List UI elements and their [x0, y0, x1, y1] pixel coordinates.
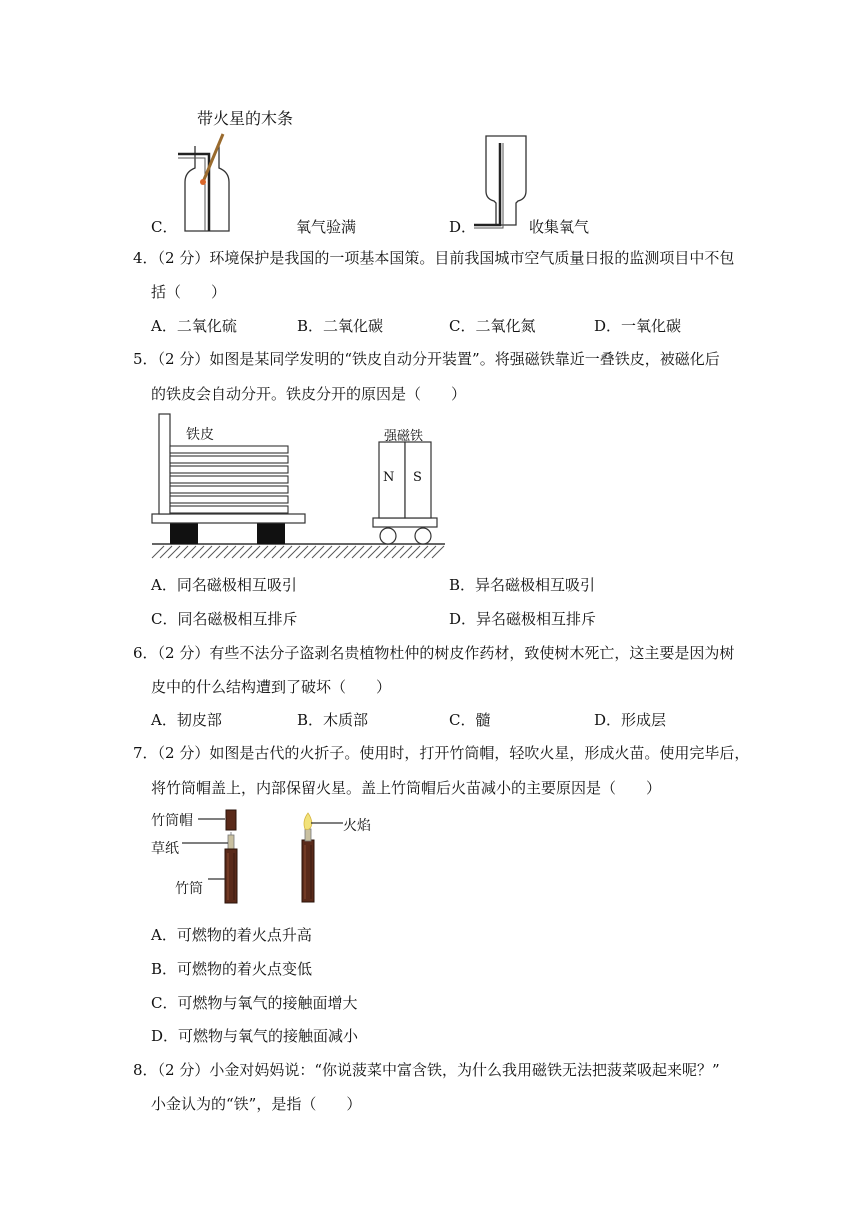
figure-label-flame: 火焰	[343, 818, 371, 834]
q8-stem-line-2: 小金认为的“铁”，是指（ ）	[151, 1095, 362, 1113]
q4-option-a: A．二氧化硫	[151, 317, 237, 335]
q5-stem-line-1: 5．（2 分）如图是某同学发明的“铁皮自动分开装置”。将强磁铁靠近一叠铁皮，被磁化后	[133, 350, 720, 368]
figure-label-iron-sheet: 铁皮	[186, 427, 214, 443]
figure-label-straw-paper: 草纸	[151, 841, 179, 857]
q4-stem-line-2: 括（ ）	[151, 283, 227, 301]
q5-option-d: D．异名磁极相互排斥	[449, 610, 597, 628]
figure-label-bamboo-cap: 竹筒帽	[151, 813, 193, 829]
figure-label-glowing-stick: 带火星的木条	[197, 109, 294, 128]
q7-stem-line-1: 7．（2 分）如图是古代的火折子。使用时，打开竹筒帽，轻吹火星，形成火苗。使用完毕后，	[133, 744, 750, 762]
q3-option-c-letter: C．	[151, 218, 178, 236]
q6-option-d: D．形成层	[594, 711, 667, 729]
q5-option-c: C．同名磁极相互排斥	[151, 610, 298, 628]
q4-stem-line-1: 4．（2 分）环境保护是我国的一项基本国策。目前我国城市空气质量日报的监测项目中不包	[133, 249, 735, 267]
q6-stem-line-1: 6．（2 分）有些不法分子盗剥名贵植物杜仲的树皮作药材，致使树木死亡，这主要是因为树	[133, 644, 735, 662]
q6-stem-line-2: 皮中的什么结构遭到了破坏（ ）	[151, 678, 392, 696]
q5-stem-line-2: 的铁皮会自动分开。铁皮分开的原因是（ ）	[151, 385, 467, 403]
q3-option-d-letter: D．	[449, 218, 477, 236]
q7-option-a: A．可燃物的着火点升高	[151, 926, 312, 944]
q4-option-d: D．一氧化碳	[594, 317, 682, 335]
q8-stem-line-1: 8．（2 分）小金对妈妈说：“你说菠菜中富含铁，为什么我用磁铁无法把菠菜吸起来呢？”	[133, 1061, 720, 1079]
magnet-pole-n: N	[383, 470, 395, 485]
q5-option-b: B．异名磁极相互吸引	[449, 576, 596, 594]
q7-option-c: C．可燃物与氧气的接触面增大	[151, 994, 358, 1012]
q7-option-d: D．可燃物与氧气的接触面减小	[151, 1027, 359, 1045]
q3-option-c-caption: 氧气验满	[296, 218, 357, 236]
q7-stem-line-2: 将竹筒帽盖上，内部保留火星。盖上竹筒帽后火苗减小的主要原因是（ ）	[151, 779, 662, 797]
q7-option-b: B．可燃物的着火点变低	[151, 960, 313, 978]
figure-label-bamboo-tube: 竹筒	[175, 881, 203, 897]
q4-option-c: C．二氧化氮	[449, 317, 536, 335]
q4-option-b: B．二氧化碳	[297, 317, 384, 335]
q3-option-d-caption: 收集氧气	[529, 218, 590, 236]
q5-option-a: A．同名磁极相互吸引	[151, 576, 297, 594]
magnet-pole-s: S	[413, 470, 422, 485]
q6-option-a: A．韧皮部	[151, 711, 222, 729]
figure-label-strong-magnet: 强磁铁	[384, 429, 424, 444]
q6-option-c: C．髓	[449, 711, 491, 729]
q6-option-b: B．木质部	[297, 711, 369, 729]
